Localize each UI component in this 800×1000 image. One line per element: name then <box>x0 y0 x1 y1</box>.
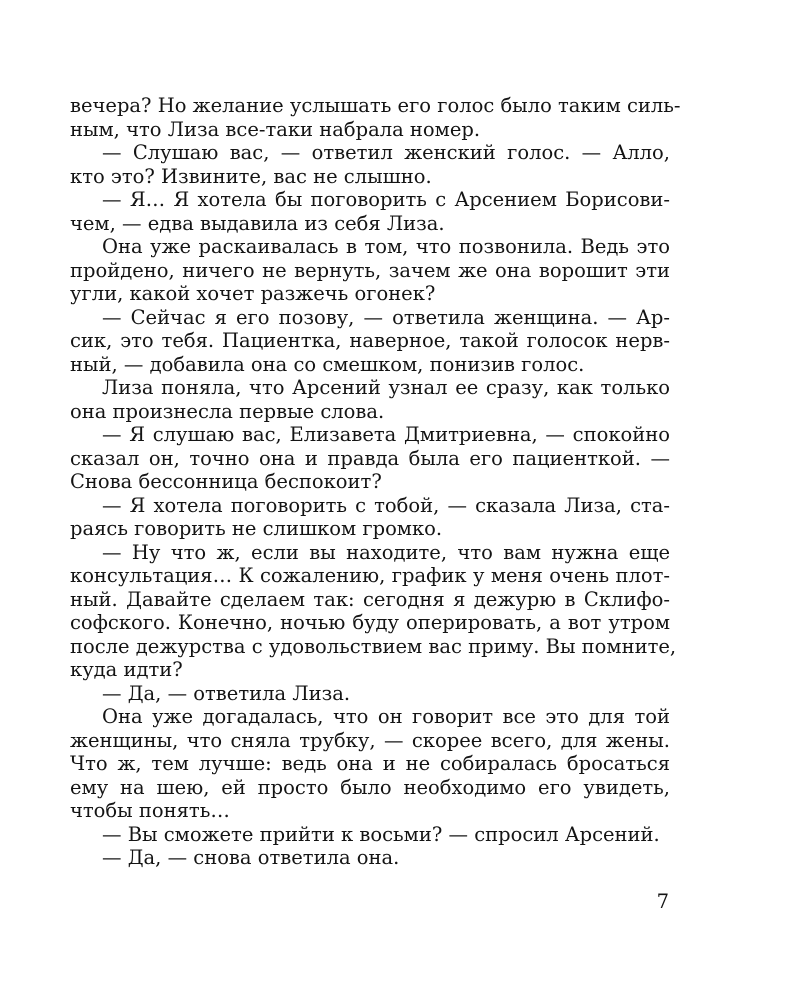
text-line: сик, это тебя. Пациентка, наверное, такой голосок нерв- <box>70 329 670 352</box>
text-line: Лиза поняла, что Арсений узнал ее сразу, как только <box>102 376 670 399</box>
text-line: консультация… К сожалению, график у меня очень плот- <box>70 564 670 587</box>
text-line: сказал он, точно она и правда была его пациенткой. — <box>70 446 670 470</box>
text-line: вечера? Но желание услышать его голос было таким силь- <box>70 94 681 117</box>
text-line: женщины, что сняла трубку, — скорее всего, для жены. <box>70 728 670 752</box>
text-line: — Слушаю вас, — ответил женский голос. — Алло, <box>102 141 670 164</box>
text-line: она произнесла первые слова. <box>70 399 385 423</box>
text-line: — Я… Я хотела бы поговорить с Арсением Борисови- <box>102 188 670 211</box>
text-line: чтобы понять… <box>70 799 230 822</box>
text-line: чем, — едва выдавила из себя Лиза. <box>70 211 445 235</box>
text-line: раясь говорить не слишком громко. <box>70 517 443 540</box>
text-line: куда идти? <box>70 658 183 681</box>
text-line: Она уже догадалась, что он говорит все это для той <box>102 705 670 728</box>
text-line: — Я хотела поговорить с тобой, — сказала Лиза, ста- <box>102 493 670 517</box>
text-line: ему на шею, ей просто было необходимо его увидеть, <box>70 775 670 799</box>
page-number: 7 <box>656 890 669 913</box>
text-line: Что ж, тем лучше: ведь она и не собиралась бросаться <box>70 752 670 775</box>
text-line: Она уже раскаивалась в том, что позвонила. Ведь это <box>102 235 670 258</box>
text-line: — Я слушаю вас, Елизавета Дмитриевна, — спокойно <box>102 423 670 446</box>
text-line: — Да, — ответила Лиза. <box>102 681 351 705</box>
text-line: угли, какой хочет разжечь огонек? <box>70 282 436 305</box>
text-line: — Ну что ж, если вы находите, что вам нужна еще <box>102 540 670 564</box>
text-line: — Да, — снова ответила она. <box>102 846 400 869</box>
text-line: — Вы сможете прийти к восьми? — спросил Арсений. <box>102 822 660 846</box>
text-line: софского. Конечно, ночью буду оперировать, а вот утром <box>70 611 670 634</box>
text-line: — Сейчас я его позову, — ответила женщина. — Ар- <box>102 305 670 329</box>
text-line: после дежурства с удовольствием вас приму. Вы помните, <box>70 634 677 658</box>
text-line: ным, что Лиза все-таки набрала номер. <box>70 117 481 141</box>
body-text <box>70 94 681 870</box>
text-line: кто это? Извините, вас не слышно. <box>70 164 432 188</box>
text-line: ный, — добавила она со смешком, понизив голос. <box>70 352 585 376</box>
text-line: пройдено, ничего не вернуть, зачем же она ворошит эти <box>70 258 670 282</box>
text-line: ный. Давайте сделаем так: сегодня я дежурю в Склифо- <box>70 587 670 611</box>
text-line: Снова бессонница беспокоит? <box>70 470 382 493</box>
